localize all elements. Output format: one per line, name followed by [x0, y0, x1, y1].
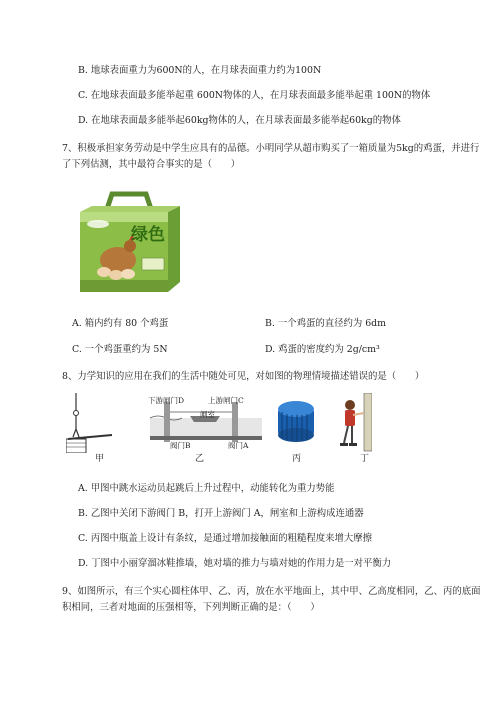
figure-bing-bottle-cap [274, 398, 318, 444]
q7-option-b: B. 一个鸡蛋的直径约为 6dm [265, 318, 387, 329]
q7-stem-line2: 了下列估测，其中最符合事实的是（ ） [62, 159, 241, 170]
q7-option-d: D. 鸡蛋的密度约为 2g/cm³ [265, 344, 380, 355]
q7-option-c: C. 一个鸡蛋重约为 5N [72, 344, 168, 355]
q9-stem-line1: 9、如图所示，有三个实心圆柱体甲、乙、丙，放在水平地面上，其中甲、乙高度相同，乙、丙的底面 [62, 586, 481, 597]
figure-label-ding: 丁 [360, 454, 370, 464]
q8-option-a: A. 甲图中跳水运动员起跳后上升过程中，动能转化为重力势能 [78, 483, 335, 494]
q6-option-b: B. 地球表面重力为600N的人，在月球表面重力约为100N [78, 65, 322, 76]
q7-option-a: A. 箱内约有 80 个鸡蛋 [72, 318, 169, 329]
figure-ding-girl-wall [338, 393, 372, 453]
q8-option-b: B. 乙图中关闭下游阀门 B，打开上游阀门 A，闸室和上游构成连通器 [78, 508, 364, 519]
label-upper-gate-c: 上游闸门C [208, 396, 244, 405]
label-lock-chamber: 闸室 [200, 410, 215, 419]
egg-box-image [76, 188, 182, 300]
q6-option-d: D. 在地球表面最多能举起60kg物体的人，在月球表面最多能举起60kg的物体 [78, 115, 401, 126]
figure-label-yi: 乙 [195, 454, 205, 464]
q8-stem: 8、力学知识的应用在我们的生活中随处可见，对如图的物理情境描述错误的是（ ） [62, 371, 425, 382]
q6-option-c: C. 在地球表面最多能举起重 600N物体的人，在月球表面最多能举起重 100N的物体 [78, 90, 431, 101]
q7-stem-line1: 7、积极承担家务劳动是中学生应具有的品德。小明同学从超市购买了一箱质量为5kg的鸡蛋，并进行 [62, 143, 480, 154]
figure-jia-diver [66, 393, 128, 453]
q9-stem-line2: 积相同，三者对地面的压强相等，下列判断正确的是：（ ） [62, 602, 320, 613]
box-brand-text: 绿色 [131, 225, 165, 245]
label-valve-a: 阀门A [228, 441, 249, 450]
q8-option-c: C. 丙图中瓶盖上设计有条纹，是通过增加接触面的粗糙程度来增大摩擦 [78, 533, 373, 544]
label-lower-gate-d: 下游闸门D [148, 396, 185, 405]
figure-label-jia: 甲 [95, 454, 105, 464]
q8-option-d: D. 丁图中小丽穿溜冰鞋推墙，她对墙的推力与墙对她的作用力是一对平衡力 [78, 558, 392, 569]
figure-label-bing: 丙 [292, 454, 302, 464]
label-valve-b: 阀门B [170, 441, 191, 450]
